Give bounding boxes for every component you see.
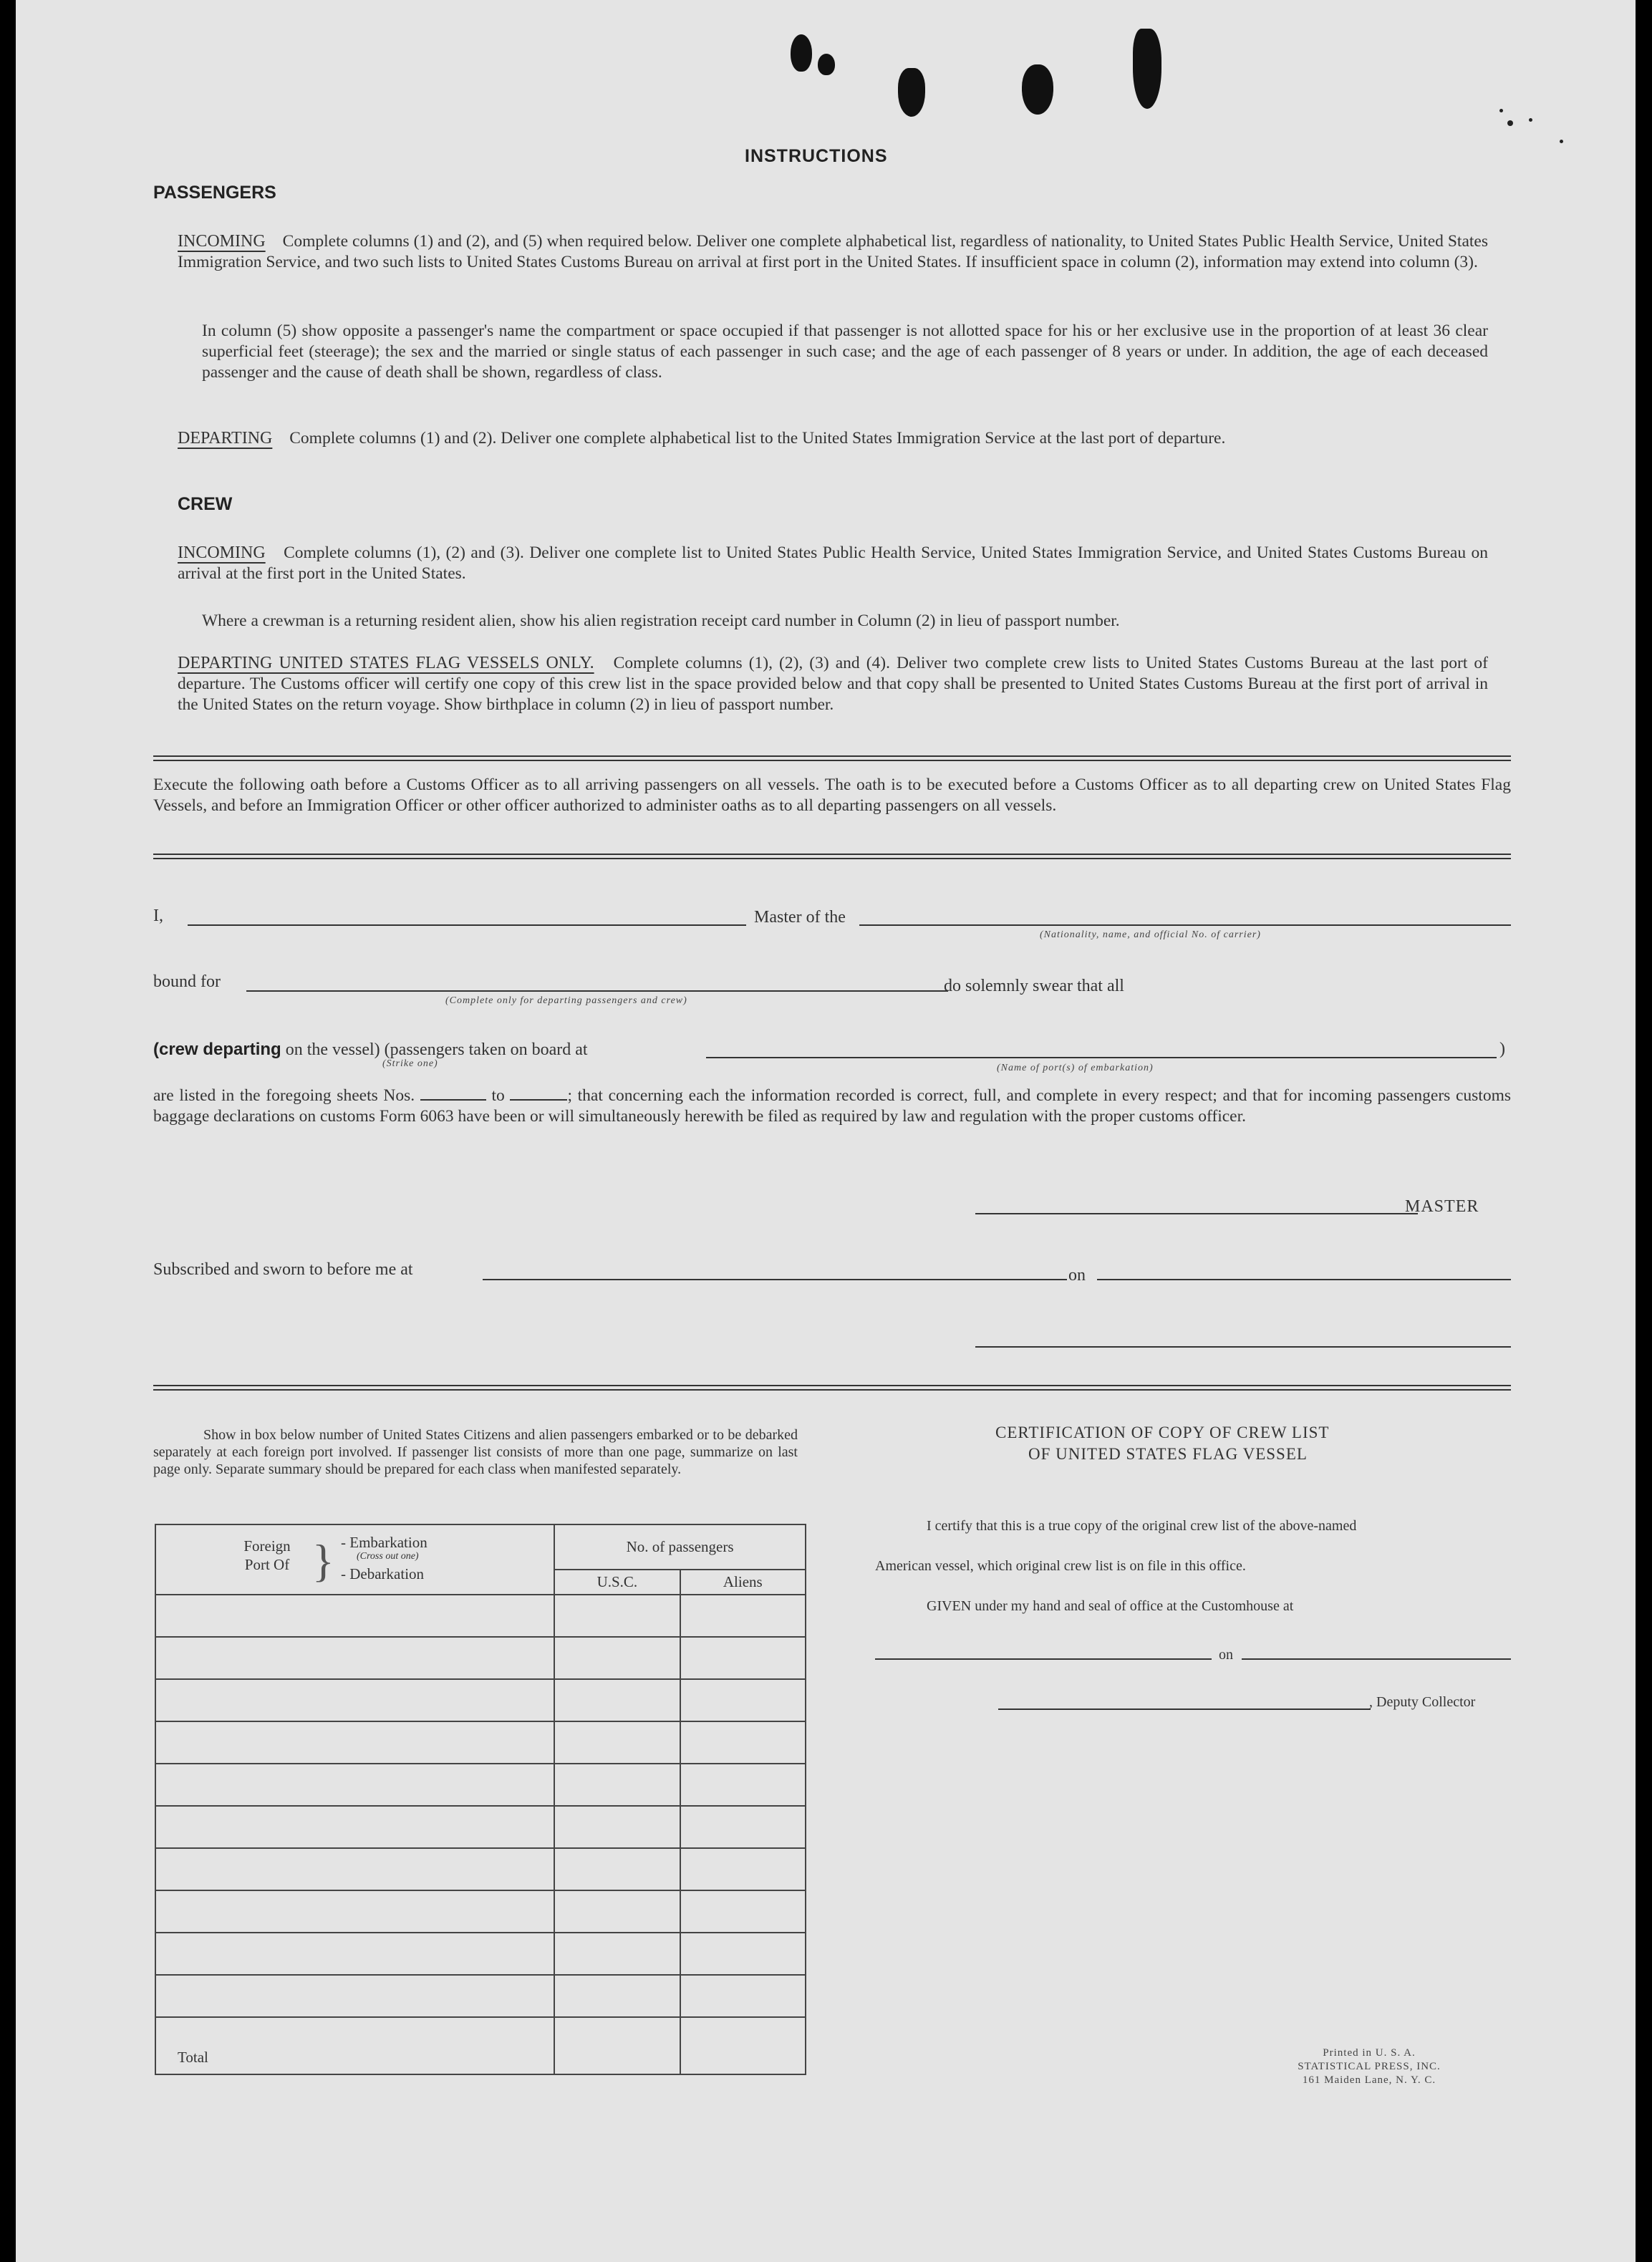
certification-on-label: on — [1219, 1647, 1233, 1663]
form-page — [16, 0, 1636, 2262]
aliens-cell[interactable] — [680, 1679, 806, 1721]
crew-incoming-text: Complete columns (1), (2) and (3). Deliver one complete list to United States Public Health Service, United States Immigration Service, and United States Customs Bureau on arrival at the first port in the United States. — [178, 543, 1489, 583]
ink-blot — [1022, 64, 1053, 115]
usc-total-cell[interactable] — [554, 2017, 680, 2074]
crew-incoming-block — [178, 543, 1488, 584]
usc-cell[interactable] — [554, 1595, 680, 1637]
ink-speck — [1529, 118, 1532, 122]
certify-line-1: I certify that this is a true copy of the original crew list of the above-named — [927, 1518, 1357, 1534]
on-vessel-label: on the vessel) (passengers taken on board at — [285, 1040, 588, 1059]
aliens-cell[interactable] — [680, 1933, 806, 1975]
usc-cell[interactable] — [554, 1637, 680, 1679]
aliens-cell[interactable] — [680, 1890, 806, 1933]
crew-resident-text: Where a crewman is a returning resident alien, show his alien registration receipt card number in Column (2) in lieu of passport number. — [202, 612, 1120, 630]
customhouse-field[interactable] — [875, 1658, 1212, 1660]
ink-blot — [898, 68, 925, 117]
passengers-column5-text: In column (5) show opposite a passenger's name the compartment or space occupied if that passenger is not allotted space for his or her exclusive use in the proportion of at least 36 clear superficial feet (steerage); the sex and the married or single status of each passenger in such case; and the age of each passenger of 8 years or under. In addition, the age of each deceased passenger and the cause of death shall be shown, regardless of class. — [202, 322, 1488, 382]
certification-title-1: CERTIFICATION OF COPY OF CREW LIST — [995, 1424, 1330, 1441]
certification-date-field[interactable] — [1242, 1658, 1511, 1660]
bound-for-label: bound for — [153, 972, 221, 991]
usc-cell[interactable] — [554, 1721, 680, 1764]
passengers-departing-text: Complete columns (1) and (2). Deliver one complete alphabetical list to the United States Immigration Service at the last port of departure. — [289, 429, 1226, 448]
swear-label: do solemnly swear that all — [944, 977, 1124, 995]
crew-incoming-label: INCOMING — [178, 543, 266, 562]
port-cell[interactable] — [155, 1595, 554, 1637]
officer-signature-field[interactable] — [975, 1346, 1511, 1348]
aliens-cell[interactable] — [680, 1637, 806, 1679]
port-cell[interactable] — [155, 1848, 554, 1890]
aliens-cell[interactable] — [680, 1721, 806, 1764]
page-title: INSTRUCTIONS — [745, 146, 888, 166]
no-passengers-header: No. of passengers — [554, 1524, 806, 1570]
oath-instruction: Execute the following oath before a Customs Officer as to all arriving passengers on all vessels. The oath is to be executed before a Customs Officer as to all departing crew on United States Flag Vessels, and before an Immigration Officer or other officer authorized to administer oaths as to all departing passengers on all vessels. — [153, 775, 1511, 815]
summary-instruction: Show in box below number of United States Citizens and alien passengers embarked or to be debarked separately at each foreign port involved. If passenger list consists of more than one page, summarize on last page only. Separate summary should be prepared for each class when manifested separately. — [153, 1427, 798, 1477]
deputy-signature-field[interactable] — [998, 1708, 1371, 1710]
certify-line-2: American vessel, which original crew list is on file in this office. — [875, 1558, 1246, 1574]
printer-line-2: STATISTICAL PRESS, INC. — [1298, 2061, 1441, 2072]
usc-cell[interactable] — [554, 1848, 680, 1890]
carrier-caption: (Nationality, name, and official No. of carrier) — [1040, 929, 1261, 940]
usc-cell[interactable] — [554, 1764, 680, 1806]
aliens-cell[interactable] — [680, 1975, 806, 2017]
aliens-header: Aliens — [680, 1570, 806, 1595]
crew-departing-text: Complete columns (1), (2), (3) and (4). Deliver two complete crew lists to United States Customs Bureau at the last port of departure. The Customs officer will certify one copy of this crew list in the space provided below and that copy shall be presented to United States Customs Bureau at the first port of arrival in the United States on the return voyage. Show birthplace in column (2) in lieu of passport number. — [178, 654, 1488, 714]
passengers-departing-label: DEPARTING — [178, 429, 273, 448]
aliens-cell[interactable] — [680, 1848, 806, 1890]
aliens-total-cell[interactable] — [680, 2017, 806, 2074]
port-cell[interactable] — [155, 1933, 554, 1975]
listed-b: ; that concerning each the information recorded is correct, full, and complete in every respect; and that for incoming passengers customs baggage declarations on customs Form 6063 have been or will simultaneously herewith be filed as required by law and regulation with the proper customs officer. — [153, 1086, 1511, 1126]
passengers-incoming-block — [178, 231, 1488, 273]
section-divider — [153, 755, 1511, 761]
crew-departing-strike: (crew departing — [153, 1040, 281, 1059]
ink-speck — [1507, 120, 1513, 126]
sheet-to-field[interactable] — [510, 1086, 567, 1101]
section-divider — [153, 854, 1511, 859]
printer-imprint — [1262, 2046, 1477, 2087]
passengers-heading: PASSENGERS — [153, 183, 276, 203]
usc-cell[interactable] — [554, 1933, 680, 1975]
sworn-on-label: on — [1068, 1266, 1086, 1285]
master-name-field[interactable] — [188, 924, 746, 926]
port-cell[interactable] — [155, 1806, 554, 1848]
bound-for-field[interactable] — [246, 990, 948, 992]
foreign-port-header — [155, 1524, 554, 1595]
printer-line-3: 161 Maiden Lane, N. Y. C. — [1302, 2074, 1436, 2086]
port-cell[interactable] — [155, 1890, 554, 1933]
bound-caption: (Complete only for departing passengers and crew) — [445, 995, 687, 1006]
given-line: GIVEN under my hand and seal of office at the Customhouse at — [927, 1598, 1294, 1614]
passenger-summary-table — [155, 1524, 806, 2075]
listed-to: to — [491, 1086, 505, 1105]
ink-blot — [1133, 29, 1161, 109]
passengers-incoming-label: INCOMING — [178, 232, 266, 251]
aliens-cell[interactable] — [680, 1764, 806, 1806]
port-cell[interactable] — [155, 1764, 554, 1806]
section-divider — [153, 1385, 1511, 1391]
debarkation-label[interactable]: - Debarkation — [341, 1565, 425, 1582]
aliens-cell[interactable] — [680, 1595, 806, 1637]
close-paren: ) — [1499, 1040, 1505, 1058]
ink-blot — [791, 34, 812, 72]
deputy-collector-label: , Deputy Collector — [1369, 1694, 1476, 1710]
usc-header: U.S.C. — [554, 1570, 680, 1595]
total-label: Total — [155, 2017, 554, 2074]
sworn-date-field[interactable] — [1097, 1279, 1511, 1280]
master-of-label: Master of the — [754, 908, 846, 927]
port-cell[interactable] — [155, 1721, 554, 1764]
port-cell[interactable] — [155, 1637, 554, 1679]
crew-departing-block — [178, 653, 1488, 715]
passengers-departing-block — [178, 428, 1488, 449]
foreign-port-label: Foreign Port Of — [243, 1537, 291, 1573]
port-cell[interactable] — [155, 1679, 554, 1721]
port-cell[interactable] — [155, 1975, 554, 2017]
embarkation-label[interactable]: - Embarkation — [341, 1534, 428, 1551]
strike-caption: (Strike one) — [382, 1058, 438, 1069]
ink-blot — [818, 54, 835, 75]
usc-cell[interactable] — [554, 1890, 680, 1933]
master-label: MASTER — [1405, 1197, 1479, 1216]
oath-statement — [153, 1086, 1511, 1127]
usc-cell[interactable] — [554, 1975, 680, 2017]
ink-speck — [1499, 109, 1503, 112]
aliens-cell[interactable] — [680, 1806, 806, 1848]
brace-icon: } — [312, 1535, 334, 1586]
port-caption: (Name of port(s) of embarkation) — [997, 1063, 1154, 1073]
crew-departing-option[interactable] — [153, 1040, 588, 1060]
crew-departing-label: DEPARTING UNITED STATES FLAG VESSELS ONLY. — [178, 654, 594, 672]
sheet-from-field[interactable] — [420, 1086, 486, 1101]
certification-title-2: OF UNITED STATES FLAG VESSEL — [1028, 1445, 1308, 1463]
master-signature-field[interactable] — [975, 1213, 1418, 1214]
subscribed-label: Subscribed and sworn to before me at — [153, 1260, 413, 1279]
embarkation-port-field[interactable] — [706, 1057, 1497, 1058]
usc-cell[interactable] — [554, 1679, 680, 1721]
sworn-place-field[interactable] — [483, 1279, 1067, 1280]
carrier-field[interactable] — [859, 924, 1511, 926]
oath-i-label: I, — [153, 907, 163, 925]
listed-a: are listed in the foregoing sheets Nos. — [153, 1086, 415, 1105]
passengers-incoming-text: Complete columns (1) and (2), and (5) when required below. Deliver one complete alphabetical list, regardless of nationality, to United States Public Health Service, United States Immigration Service, and two such lists to United States Customs Bureau on arrival at first port in the United States. If insufficient space in column (2), information may extend into column (3). — [178, 232, 1489, 271]
crew-heading: CREW — [178, 494, 233, 514]
cross-out-caption: (Cross out one) — [357, 1551, 419, 1562]
usc-cell[interactable] — [554, 1806, 680, 1848]
ink-speck — [1560, 140, 1563, 143]
printer-line-1: Printed in U. S. A. — [1323, 2047, 1416, 2059]
